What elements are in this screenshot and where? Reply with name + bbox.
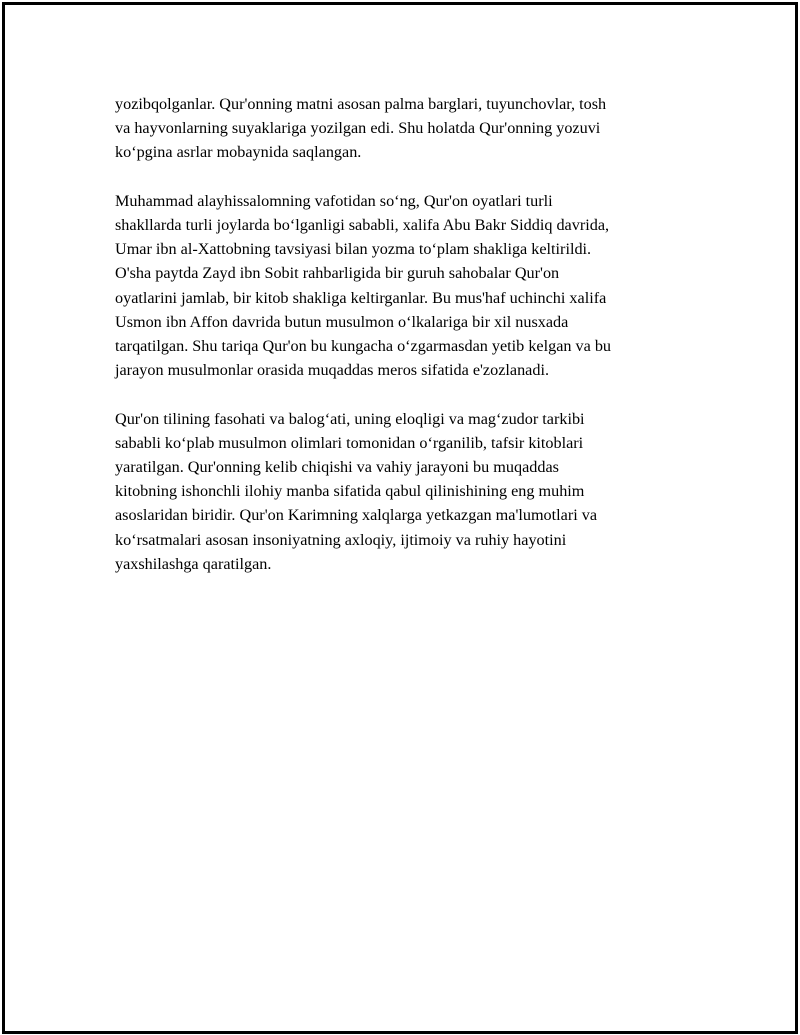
paragraph-line: asoslaridan biridir. Qur'on Karimning xalqlarga yetkazgan ma'lumotlari va: [115, 506, 598, 525]
paragraph-line: tarqatilgan. Shu tariqa Qur'on bu kungacha o‘zgarmasdan yetib kelgan va bu: [115, 337, 612, 356]
paragraph-line: yaxshilashga qaratilgan.: [115, 554, 272, 573]
paragraph-line: va hayvonlarning suyaklariga yozilgan edi. Shu holatda Qur'onning yozuvi: [115, 119, 601, 138]
paragraph-line: jarayon musulmonlar orasida muqaddas meros sifatida e'zozlanadi.: [115, 361, 549, 380]
paragraph-line: O'sha paytda Zayd ibn Sobit rahbarligida bir guruh sahobalar Qur'on: [115, 264, 560, 283]
paragraph-line: sababli ko‘plab musulmon olimlari tomonidan o‘rganilib, tafsir kitoblari: [115, 433, 584, 452]
paragraph-1: [115, 92, 695, 165]
paragraph-line: oyatlarini jamlab, bir kitob shakliga keltirganlar. Bu mus'haf uchinchi xalifa: [115, 288, 607, 307]
paragraph-line: yaratilgan. Qur'onning kelib chiqishi va vahiy jarayoni bu muqaddas: [115, 458, 559, 477]
paragraph-line: Muhammad alayhissalomning vafotidan so‘ng, Qur'on oyatlari turli: [115, 191, 553, 210]
paragraph-line: shakllarda turli joylarda bo‘lganligi sababli, xalifa Abu Bakr Siddiq davrida,: [115, 216, 610, 234]
paragraph-3: [115, 407, 695, 576]
paragraph-line: Qur'on tilining fasohati va balog‘ati, uning eloqligi va mag‘zudor tarkibi: [115, 409, 585, 428]
paragraph-line: ko‘rsatmalari asosan insoniyatning axloqiy, ijtimoiy va ruhiy hayotini: [115, 530, 567, 549]
paragraph-2: [115, 189, 695, 383]
paragraph-line: Umar ibn al-Xattobning tavsiyasi bilan yozma to‘plam shakliga keltirildi.: [115, 240, 592, 259]
paragraph-line: yozibqolganlar. Qur'onning matni asosan palma barglari, tuyunchovlar, tosh: [115, 95, 607, 113]
document-body: [115, 92, 695, 600]
paragraph-line: ko‘pgina asrlar mobaynida saqlangan.: [115, 143, 362, 162]
paragraph-line: kitobning ishonchli ilohiy manba sifatida qabul qilinishining eng muhim: [115, 482, 585, 501]
paragraph-line: Usmon ibn Affon davrida butun musulmon o‘lkalariga bir xil nusxada: [115, 312, 569, 331]
